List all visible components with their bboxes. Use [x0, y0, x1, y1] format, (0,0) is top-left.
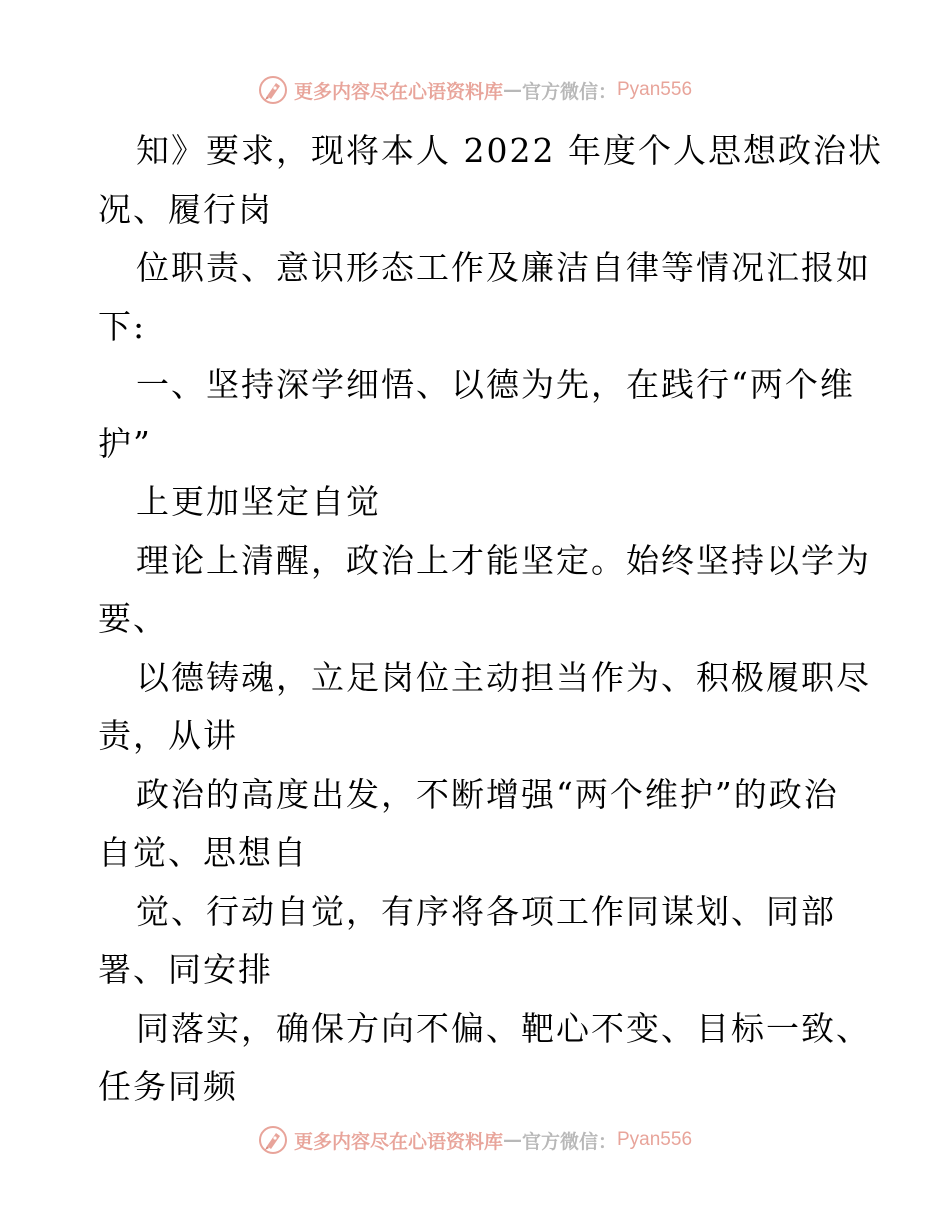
pen-nib-logo-icon — [258, 1125, 288, 1155]
text-line: 要、 — [98, 599, 168, 638]
watermark-wechat-id: Pyan556 — [617, 1129, 693, 1150]
section-heading-line: 护” — [98, 423, 152, 463]
watermark-dash: — — [502, 1129, 522, 1151]
watermark-wechat-id: Pyan556 — [617, 79, 693, 100]
text-line: 任务同频 — [98, 1067, 238, 1106]
watermark-main-text: 更多内容尽在心语资料库 — [293, 1130, 503, 1153]
text-line: 责，从讲 — [98, 716, 238, 755]
text-line: 下: — [98, 306, 147, 346]
text-line: 况、履行岗 — [98, 189, 273, 229]
section-heading-line: 一、坚持深学细悟、以德为先，在践行“两个维 — [136, 365, 855, 404]
watermark-banner-bottom — [0, 1120, 950, 1160]
section-heading-line: 上更加坚定自觉 — [136, 482, 381, 521]
watermark-main-text: 更多内容尽在心语资料库 — [293, 80, 503, 103]
text-line: 以德铸魂，立足岗位主动担当作为、积极履职尽 — [136, 657, 871, 697]
text-line: 觉、行动自觉，有序将各项工作同谋划、同部 — [136, 891, 836, 931]
text-line: 位职责、意识形态工作及廉洁自律等情况汇报如 — [136, 248, 871, 287]
text-line: 理论上清醒，政治上才能坚定。始终坚持以学为 — [136, 540, 871, 580]
pen-nib-logo-icon — [258, 75, 288, 105]
watermark-banner-top — [0, 70, 950, 110]
text-line: 知》要求，现将本人 2022 年度个人思想政治状 — [136, 131, 883, 170]
watermark-sub-text: 官方微信： — [521, 1130, 617, 1153]
watermark-sub-text: 官方微信： — [521, 80, 617, 103]
text-line: 同落实，确保方向不偏、靶心不变、目标一致、 — [136, 1008, 871, 1048]
text-line: 自觉、思想自 — [98, 833, 308, 872]
document-body — [98, 122, 883, 1117]
text-line: 署、同安排 — [98, 950, 273, 989]
text-line: 政治的高度出发，不断增强“两个维护”的政治 — [136, 774, 839, 814]
watermark-dash: — — [502, 79, 522, 101]
